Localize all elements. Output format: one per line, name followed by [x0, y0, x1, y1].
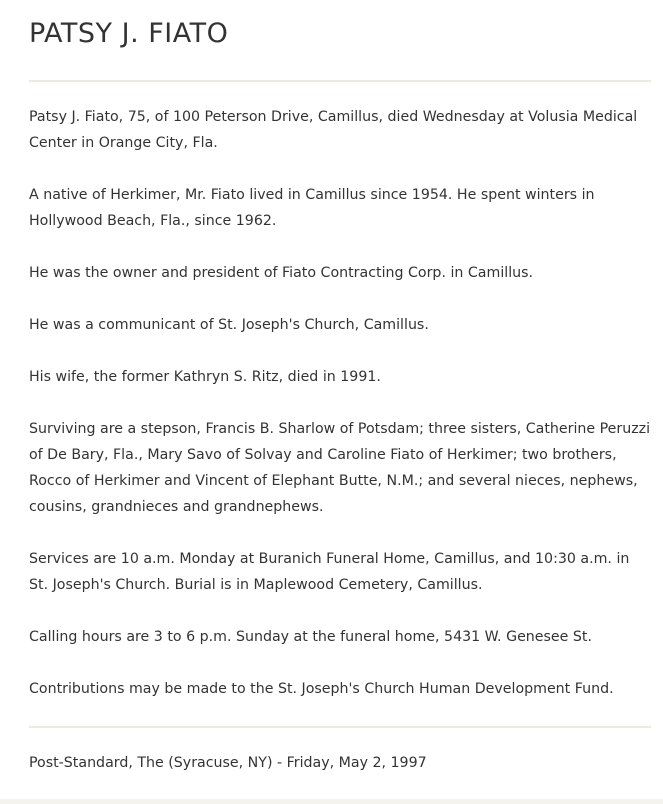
paragraph-residence: A native of Herkimer, Mr. Fiato lived in Camillus since 1954. He spent winters in Hollywood Beach, Fla., since 1962. — [29, 187, 595, 229]
paragraph-occupation: He was the owner and president of Fiato Contracting Corp. in Camillus. — [29, 265, 534, 281]
paragraph-spouse: His wife, the former Kathryn S. Ritz, died in 1991. — [29, 369, 381, 385]
paragraph-church: He was a communicant of St. Joseph's Church, Camillus. — [29, 317, 429, 333]
footer-band — [0, 799, 663, 804]
paragraph-survivors: Surviving are a stepson, Francis B. Sharlow of Potsdam; three sisters, Catherine Peruzzi of De Bary, Fla., Mary Savo of Solvay and Caroline Fiato of Herkimer; two brothers, Rocco of Herkimer and Vincent of Elephant Butte, N.M.; and several nieces, nephews, cousins, grandnieces and grandnephews. — [29, 421, 651, 515]
paragraph-services: Services are 10 a.m. Monday at Buranich Funeral Home, Camillus, and 10:30 a.m. in St. Joseph's Church. Burial is in Maplewood Cemetery, Camillus. — [29, 551, 630, 593]
source-divider — [29, 726, 651, 728]
source-citation: Post-Standard, The (Syracuse, NY) - Friday, May 2, 1997 — [29, 755, 427, 771]
obituary-body — [29, 104, 651, 728]
page-title: PATSY J. FIATO — [29, 18, 229, 49]
paragraph-contributions: Contributions may be made to the St. Joseph's Church Human Development Fund. — [29, 681, 614, 697]
paragraph-calling-hours: Calling hours are 3 to 6 p.m. Sunday at the funeral home, 5431 W. Genesee St. — [29, 629, 592, 645]
paragraph-death-notice: Patsy J. Fiato, 75, of 100 Peterson Drive, Camillus, died Wednesday at Volusia Medical Center in Orange City, Fla. — [29, 109, 638, 151]
title-divider — [29, 80, 651, 82]
